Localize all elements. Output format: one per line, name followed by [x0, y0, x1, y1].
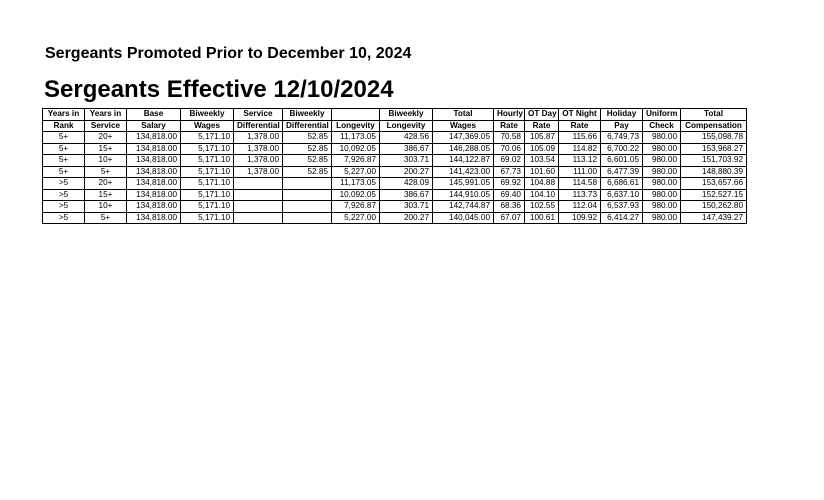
table-cell: 70.58 — [494, 132, 525, 144]
table-cell: 103.54 — [525, 155, 559, 167]
column-header: Years in — [85, 109, 127, 121]
column-header: Rate — [559, 120, 601, 132]
column-header: Longevity — [332, 120, 380, 132]
table-cell: 5+ — [43, 155, 85, 167]
column-header: Check — [643, 120, 681, 132]
table-cell: 105.09 — [525, 143, 559, 155]
column-header: Years in — [43, 109, 85, 121]
table-row — [43, 143, 747, 155]
table-cell: 151,703.92 — [681, 155, 747, 167]
table-cell: 6,537.93 — [601, 201, 643, 213]
table-cell — [283, 201, 332, 213]
table-cell: 113.73 — [559, 189, 601, 201]
table-cell: 134,818.00 — [127, 212, 181, 224]
table-cell: 69.92 — [494, 178, 525, 190]
column-header: Pay — [601, 120, 643, 132]
table-row — [43, 155, 747, 167]
table-cell: 104.88 — [525, 178, 559, 190]
table-cell: 200.27 — [380, 166, 433, 178]
document-subtitle: Sergeants Promoted Prior to December 10, 2024 — [45, 45, 412, 62]
table-cell: 10,092.05 — [332, 143, 380, 155]
table-cell: 152,527.15 — [681, 189, 747, 201]
table-cell: 5+ — [43, 132, 85, 144]
column-header: Rank — [43, 120, 85, 132]
compensation-table — [42, 108, 747, 224]
table-cell: 20+ — [85, 178, 127, 190]
column-header: Differential — [234, 120, 283, 132]
table-cell: 303.71 — [380, 155, 433, 167]
table-cell: 134,818.00 — [127, 132, 181, 144]
table-cell: 142,744.87 — [433, 201, 494, 213]
table-cell: 101.60 — [525, 166, 559, 178]
column-header: Biweekly — [181, 109, 234, 121]
table-cell: 5,171.10 — [181, 178, 234, 190]
table-cell: 70.06 — [494, 143, 525, 155]
column-header: Rate — [525, 120, 559, 132]
table-row — [43, 132, 747, 144]
table-cell: 11,173.05 — [332, 178, 380, 190]
column-header: OT Night — [559, 109, 601, 121]
table-cell: >5 — [43, 212, 85, 224]
column-header: Uniform — [643, 109, 681, 121]
table-cell: 7,926.87 — [332, 201, 380, 213]
table-cell: 200.27 — [380, 212, 433, 224]
table-cell — [283, 212, 332, 224]
table-cell: 5,171.10 — [181, 155, 234, 167]
table-cell: 52.85 — [283, 155, 332, 167]
table-cell: 386.67 — [380, 143, 433, 155]
table-cell: 52.85 — [283, 132, 332, 144]
column-header: Total — [433, 109, 494, 121]
table-cell: >5 — [43, 189, 85, 201]
table-cell: 52.85 — [283, 143, 332, 155]
column-header: Hourly — [494, 109, 525, 121]
table-cell: 147,439.27 — [681, 212, 747, 224]
column-header: Holiday — [601, 109, 643, 121]
table-cell: 134,818.00 — [127, 178, 181, 190]
table-cell: 100.61 — [525, 212, 559, 224]
table-cell: 153,968.27 — [681, 143, 747, 155]
table-row — [43, 212, 747, 224]
column-header: Service — [85, 120, 127, 132]
table-cell: 69.40 — [494, 189, 525, 201]
table-cell: 134,818.00 — [127, 189, 181, 201]
table-cell: 6,414.27 — [601, 212, 643, 224]
table-cell: 428.09 — [380, 178, 433, 190]
table-cell: >5 — [43, 201, 85, 213]
table-cell: 104.10 — [525, 189, 559, 201]
table-cell: 303.71 — [380, 201, 433, 213]
table-row — [43, 201, 747, 213]
table-cell: 1,378.00 — [234, 155, 283, 167]
column-header: Wages — [433, 120, 494, 132]
column-header: Biweekly — [283, 109, 332, 121]
table-cell: 980.00 — [643, 178, 681, 190]
column-header — [332, 109, 380, 121]
table-cell: 144,122.87 — [433, 155, 494, 167]
column-header: Salary — [127, 120, 181, 132]
table-cell: 6,686.61 — [601, 178, 643, 190]
table-cell: 20+ — [85, 132, 127, 144]
column-header: Base — [127, 109, 181, 121]
table-cell: 10+ — [85, 155, 127, 167]
column-header: Differential — [283, 120, 332, 132]
table-cell: 6,749.73 — [601, 132, 643, 144]
column-header: Total — [681, 109, 747, 121]
table-cell: 5,171.10 — [181, 189, 234, 201]
table-cell: 6,601.05 — [601, 155, 643, 167]
table-header — [43, 109, 747, 132]
table-row — [43, 189, 747, 201]
table-cell: 15+ — [85, 143, 127, 155]
column-header: Biweekly — [380, 109, 433, 121]
table-cell: 5+ — [43, 143, 85, 155]
table-cell: >5 — [43, 178, 85, 190]
table-cell: 1,378.00 — [234, 166, 283, 178]
table-cell: 980.00 — [643, 155, 681, 167]
column-header: Service — [234, 109, 283, 121]
table-cell: 67.07 — [494, 212, 525, 224]
table-cell: 67.73 — [494, 166, 525, 178]
header-row — [43, 109, 747, 121]
table-cell — [234, 178, 283, 190]
table-row — [43, 166, 747, 178]
table-cell: 5,171.10 — [181, 212, 234, 224]
table-cell: 113.12 — [559, 155, 601, 167]
table-cell: 153,657.66 — [681, 178, 747, 190]
table-cell: 52.85 — [283, 166, 332, 178]
table-cell: 155,098.78 — [681, 132, 747, 144]
column-header: Compensation — [681, 120, 747, 132]
table-cell: 134,818.00 — [127, 143, 181, 155]
table-cell: 5+ — [85, 166, 127, 178]
table-cell: 1,378.00 — [234, 132, 283, 144]
table-cell — [234, 212, 283, 224]
table-cell: 147,369.05 — [433, 132, 494, 144]
table-cell: 980.00 — [643, 212, 681, 224]
table-cell: 5,171.10 — [181, 132, 234, 144]
table-cell: 140,045.00 — [433, 212, 494, 224]
table-cell: 134,818.00 — [127, 155, 181, 167]
table-cell: 5+ — [85, 212, 127, 224]
table-cell: 144,910.05 — [433, 189, 494, 201]
table-cell: 980.00 — [643, 166, 681, 178]
table-cell: 148,880.39 — [681, 166, 747, 178]
table-cell: 1,378.00 — [234, 143, 283, 155]
table-cell: 111.00 — [559, 166, 601, 178]
table-cell: 428.56 — [380, 132, 433, 144]
column-header: Rate — [494, 120, 525, 132]
table-cell: 5,171.10 — [181, 143, 234, 155]
table-cell: 980.00 — [643, 201, 681, 213]
column-header: OT Day — [525, 109, 559, 121]
table-cell: 980.00 — [643, 189, 681, 201]
table-cell: 134,818.00 — [127, 166, 181, 178]
header-row — [43, 120, 747, 132]
table-cell — [283, 178, 332, 190]
table-cell: 980.00 — [643, 143, 681, 155]
table-cell: 5,171.10 — [181, 201, 234, 213]
table-cell: 15+ — [85, 189, 127, 201]
table-cell — [234, 201, 283, 213]
table-cell: 150,262.80 — [681, 201, 747, 213]
table-cell: 105.87 — [525, 132, 559, 144]
table-row — [43, 178, 747, 190]
table-cell: 11,173.05 — [332, 132, 380, 144]
table-cell: 6,700.22 — [601, 143, 643, 155]
table-cell — [283, 189, 332, 201]
table-cell: 5,227.00 — [332, 212, 380, 224]
table-cell — [234, 189, 283, 201]
table-cell: 146,288.05 — [433, 143, 494, 155]
column-header: Longevity — [380, 120, 433, 132]
table-cell: 114.82 — [559, 143, 601, 155]
table-cell: 109.92 — [559, 212, 601, 224]
table-cell: 115.66 — [559, 132, 601, 144]
table-cell: 112.04 — [559, 201, 601, 213]
column-header: Wages — [181, 120, 234, 132]
table-cell: 5,227.00 — [332, 166, 380, 178]
table-body — [43, 132, 747, 224]
table-cell: 134,818.00 — [127, 201, 181, 213]
table-cell: 386.67 — [380, 189, 433, 201]
table-cell: 10+ — [85, 201, 127, 213]
table-cell: 114.58 — [559, 178, 601, 190]
table-cell: 7,926.87 — [332, 155, 380, 167]
table-cell: 145,991.05 — [433, 178, 494, 190]
table-cell: 5,171.10 — [181, 166, 234, 178]
document-title: Sergeants Effective 12/10/2024 — [44, 76, 394, 103]
table-cell: 5+ — [43, 166, 85, 178]
table-cell: 68.36 — [494, 201, 525, 213]
table-cell: 69.02 — [494, 155, 525, 167]
table-cell: 141,423.00 — [433, 166, 494, 178]
table-cell: 6,477.39 — [601, 166, 643, 178]
table-cell: 102.55 — [525, 201, 559, 213]
table-cell: 6,637.10 — [601, 189, 643, 201]
table-cell: 10,092.05 — [332, 189, 380, 201]
table-cell: 980.00 — [643, 132, 681, 144]
